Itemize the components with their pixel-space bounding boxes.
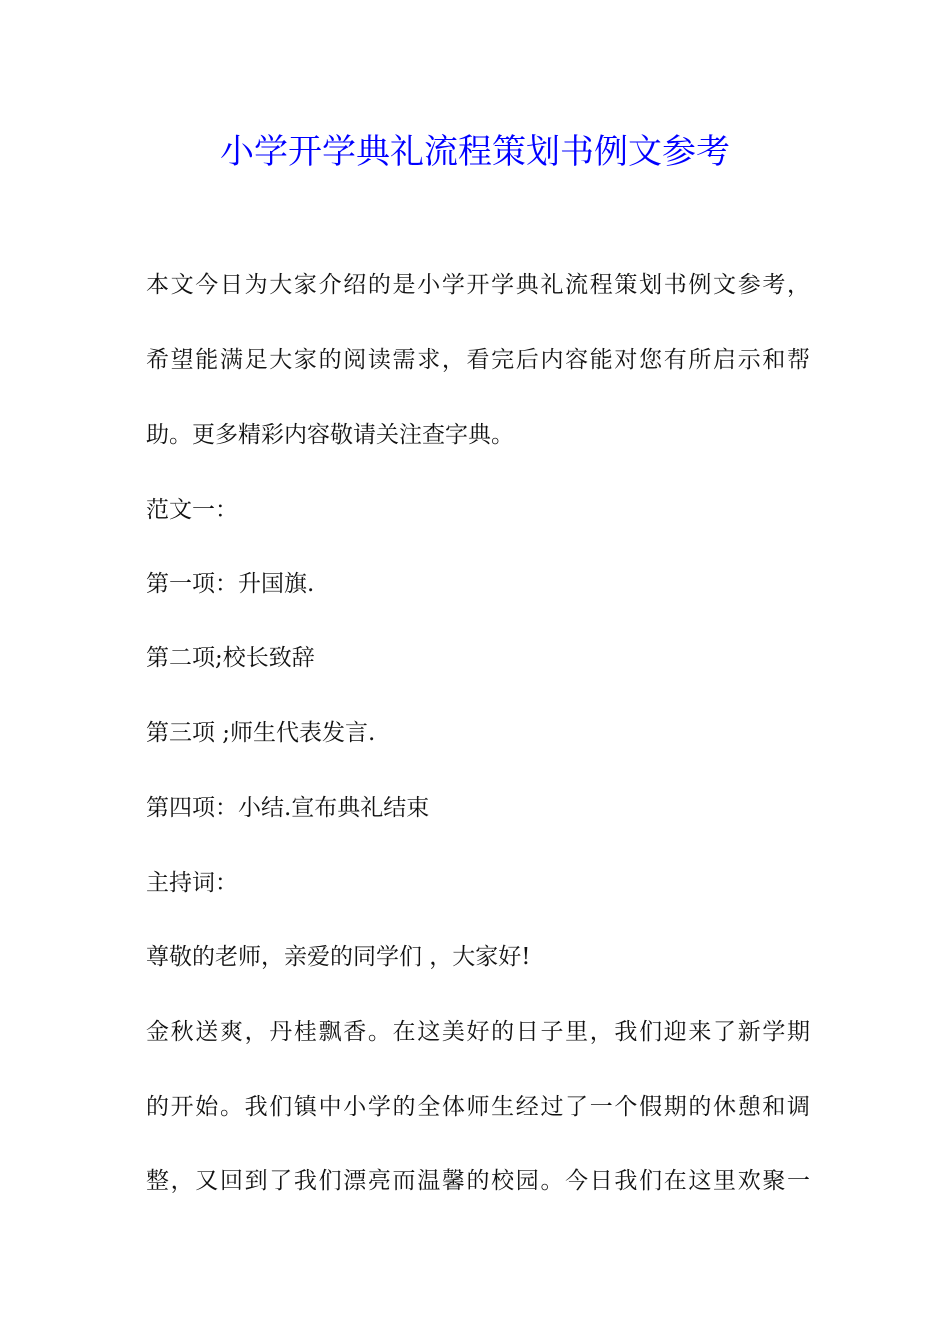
step-2: 第二项;校长致辞 — [146, 645, 315, 671]
intro-line-1: 本文今日为大家介绍的是小学开学典礼流程策划书例文参考， — [146, 272, 810, 298]
speech-line-2: 的开始。我们镇中小学的全体师生经过了一个假期的休憩和调 — [146, 1094, 810, 1120]
intro-line-3: 助。更多精彩内容敬请关注查字典。 — [146, 422, 514, 448]
greeting-line: 尊敬的老师，亲爱的同学们 ，大家好! — [146, 944, 531, 970]
speech-line-1: 金秋送爽，丹桂飘香。在这美好的日子里，我们迎来了新学期 — [146, 1019, 810, 1045]
step-4: 第四项：小结.宣布典礼结束 — [146, 795, 430, 821]
host-heading: 主持词： — [146, 870, 238, 896]
document-title: 小学开学典礼流程策划书例文参考 — [220, 132, 730, 172]
step-3: 第三项 ;师生代表发言. — [146, 720, 376, 746]
speech-line-3: 整，又回到了我们漂亮而温馨的校园。今日我们在这里欢聚一 — [146, 1168, 810, 1194]
sample-heading: 范文一： — [146, 497, 238, 523]
step-1: 第一项：升国旗. — [146, 571, 315, 597]
intro-line-2: 希望能满足大家的阅读需求，看完后内容能对您有所启示和帮 — [146, 347, 810, 373]
